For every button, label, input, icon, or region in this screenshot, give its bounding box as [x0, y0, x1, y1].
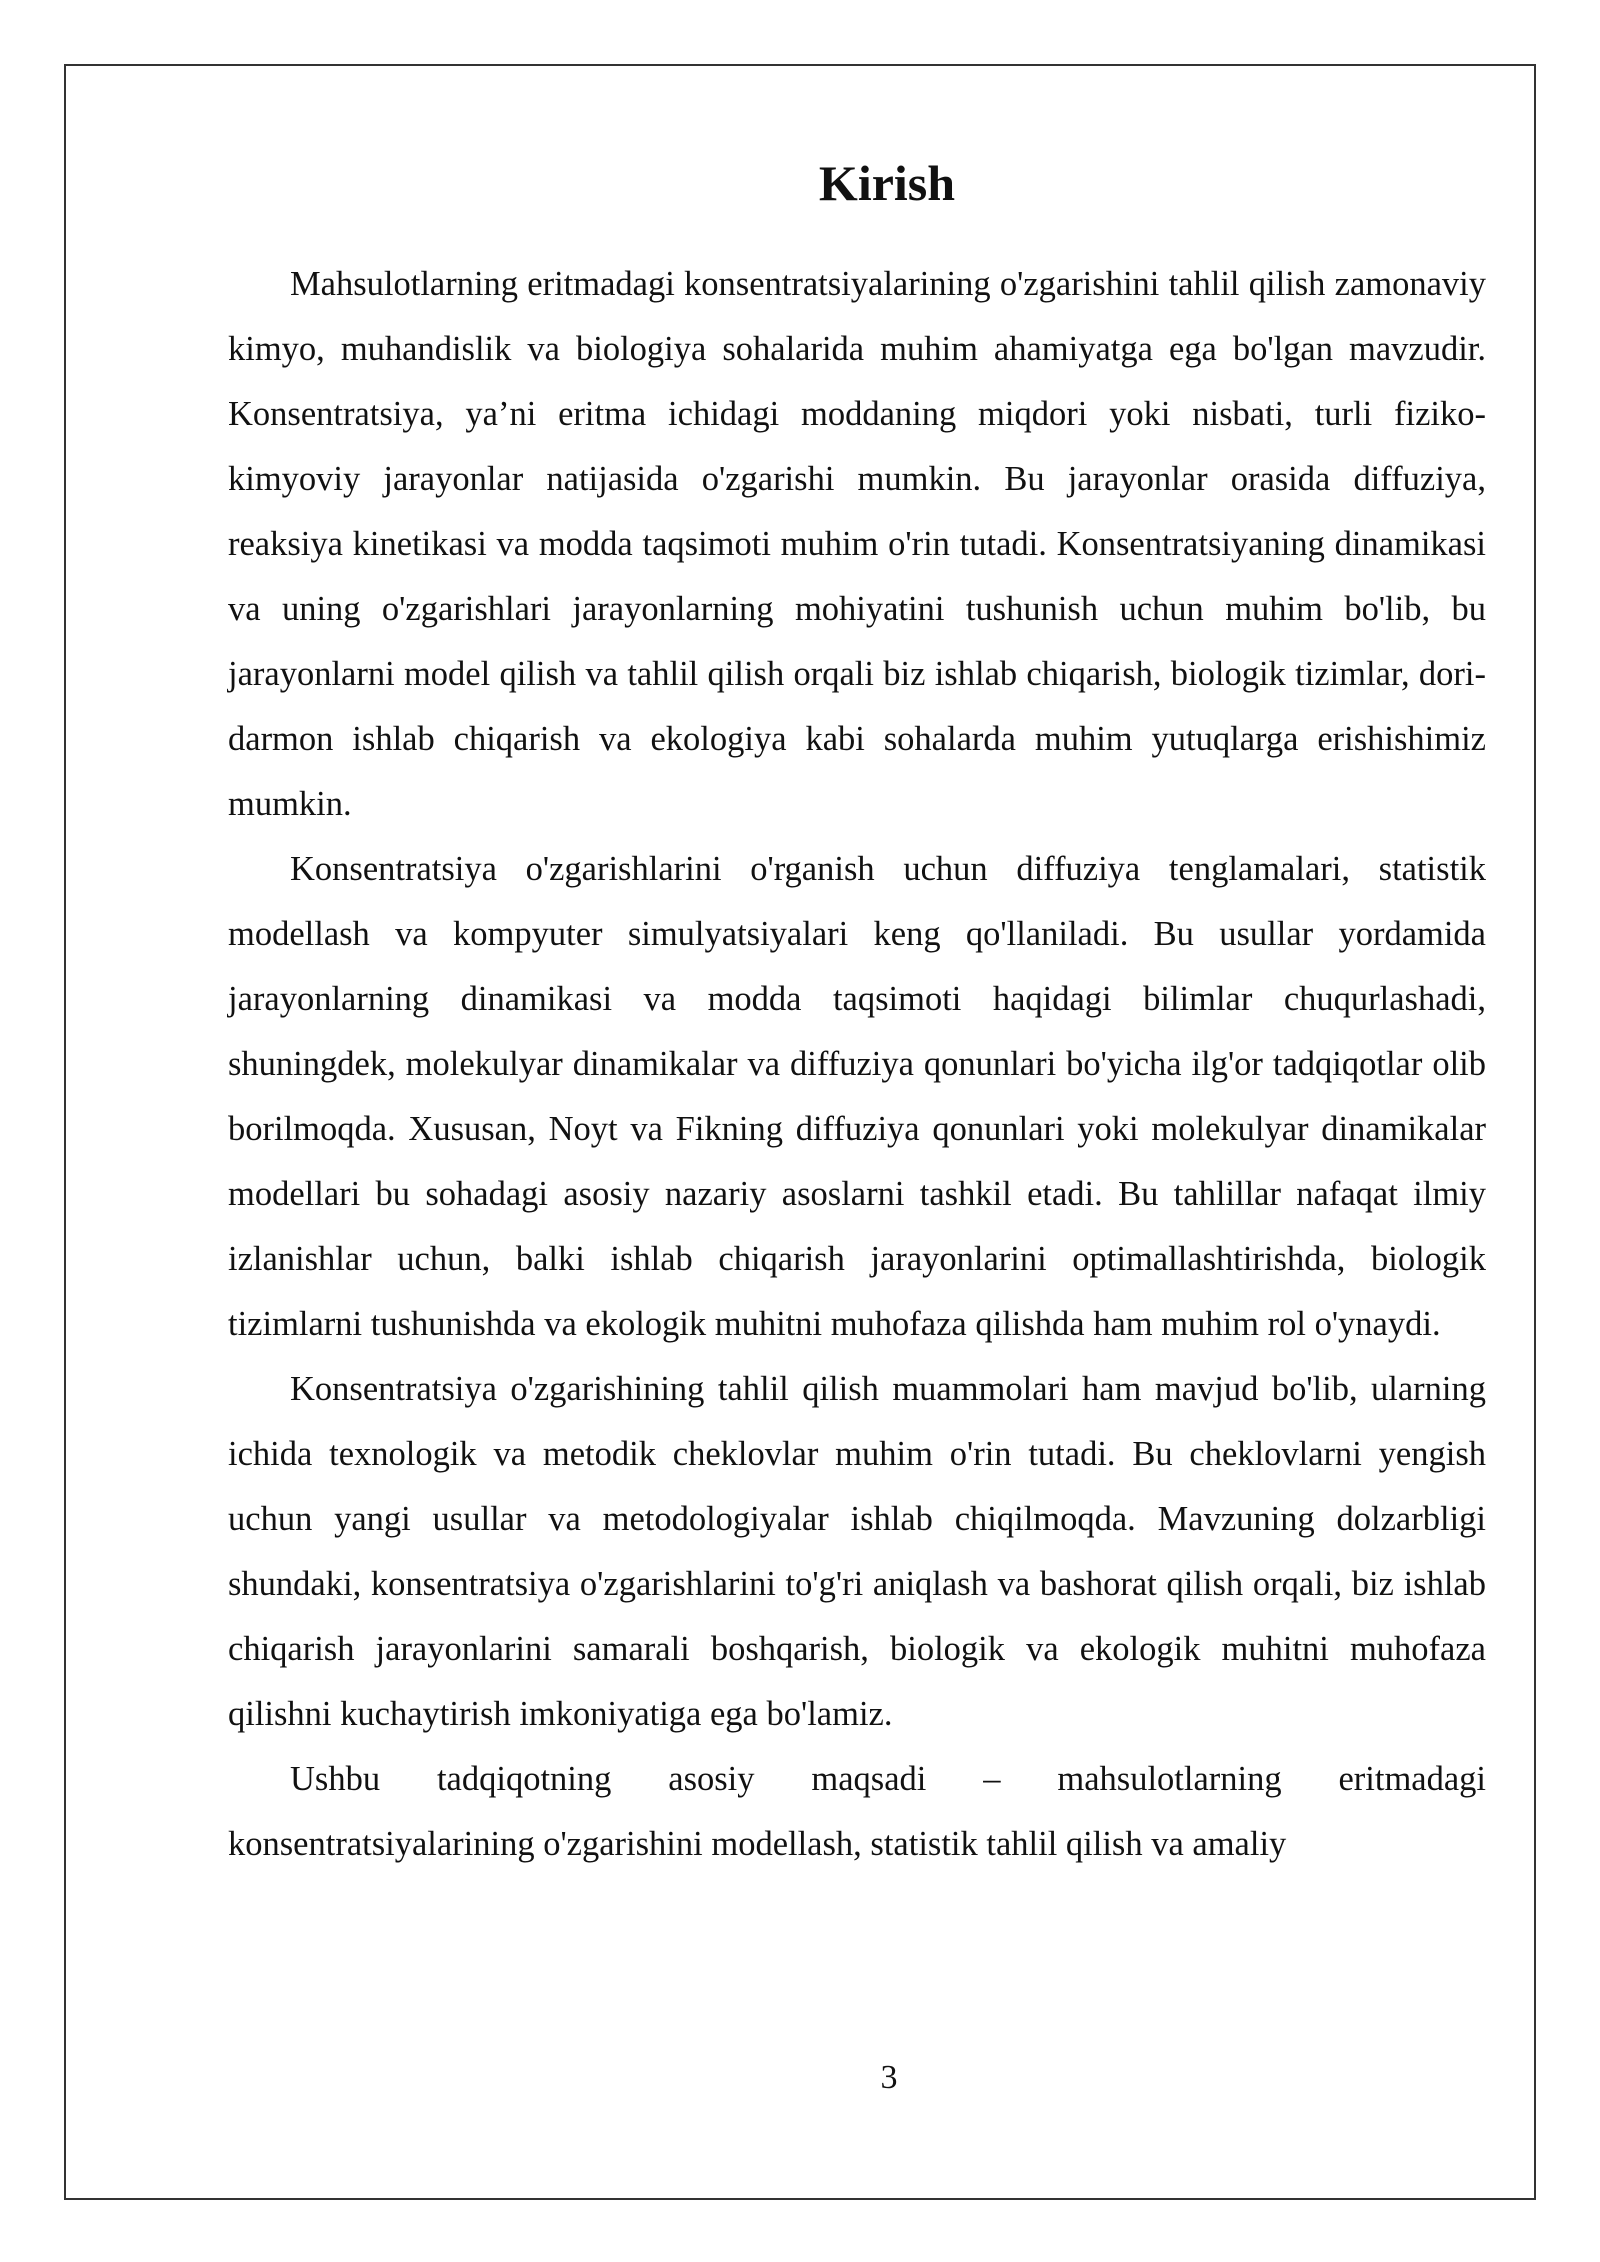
section-title: Kirish — [818, 155, 956, 211]
page-number: 3 — [880, 2059, 898, 2096]
paragraph-3: Konsentratsiya o'zgarishining tahlil qilish muammolari ham mavjud bo'lib, ularning ichida texnologik va metodik cheklovlar muhim o'rin tutadi. Bu cheklovlarni yengish uchun yangi usullar va metodologiyalar ishlab chiqilmoqda. Mavzuning dolzarbligi shundaki, konsentratsiya o'zgarishlarini to'g'ri aniqlash va bashorat qilish orqali, biz ishlab chiqarish jarayonlarini samarali boshqarish, biologik va ekologik muhitni muhofaza qilishni kuchaytirish imkoniyatiga ega bo'lamiz. — [228, 1370, 1486, 1733]
paragraph-1: Mahsulotlarning eritmadagi konsentratsiyalarining o'zgarishini tahlil qilish zamonaviy kimyo, muhandislik va biologiya sohalarida muhim ahamiyatga ega bo'lgan mavzudir. Konsentratsiya, ya’ni eritma ichidagi moddaning miqdori yoki nisbati, turli fiziko-kimyoviy jarayonlar natijasida o'zgarishi mumkin. Bu jarayonlar orasida diffuziya, reaksiya kinetikasi va modda taqsimoti muhim o'rin tutadi. Konsentratsiyaning dinamikasi va uning o'zgarishlari jarayonlarning mohiyatini tushunish uchun muhim bo'lib, bu jarayonlarni model qilish va tahlil qilish orqali biz ishlab chiqarish, biologik tizimlar, dori-darmon ishlab chiqarish va ekologiya kabi sohalarda muhim yutuqlarga erishishimiz mumkin. — [228, 265, 1486, 823]
paragraph-4: Ushbu tadqiqotning asosiy maqsadi – mahsulotlarning eritmadagi konsentratsiyalarining o'zgarishini modellash, statistik tahlil qilish va amaliy — [228, 1760, 1486, 1863]
paragraph-2: Konsentratsiya o'zgarishlarini o'rganish uchun diffuziya tenglamalari, statistik modellash va kompyuter simulyatsiyalari keng qo'llaniladi. Bu usullar yordamida jarayonlarning dinamikasi va modda taqsimoti haqidagi bilimlar chuqurlashadi, shuningdek, molekulyar dinamikalar va diffuziya qonunlari bo'yicha ilg'or tadqiqotlar olib borilmoqda. Xususan, Noyt va Fikning diffuziya qonunlari yoki molekulyar dinamikalar modellari bu sohadagi asosiy nazariy asoslarni tashkil etadi. Bu tahlillar nafaqat ilmiy izlanishlar uchun, balki ishlab chiqarish jarayonlarini optimallashtirishda, biologik tizimlarni tushunishda va ekologik muhitni muhofaza qilishda ham muhim rol o'ynaydi. — [228, 850, 1486, 1343]
page-content — [228, 148, 1486, 1877]
